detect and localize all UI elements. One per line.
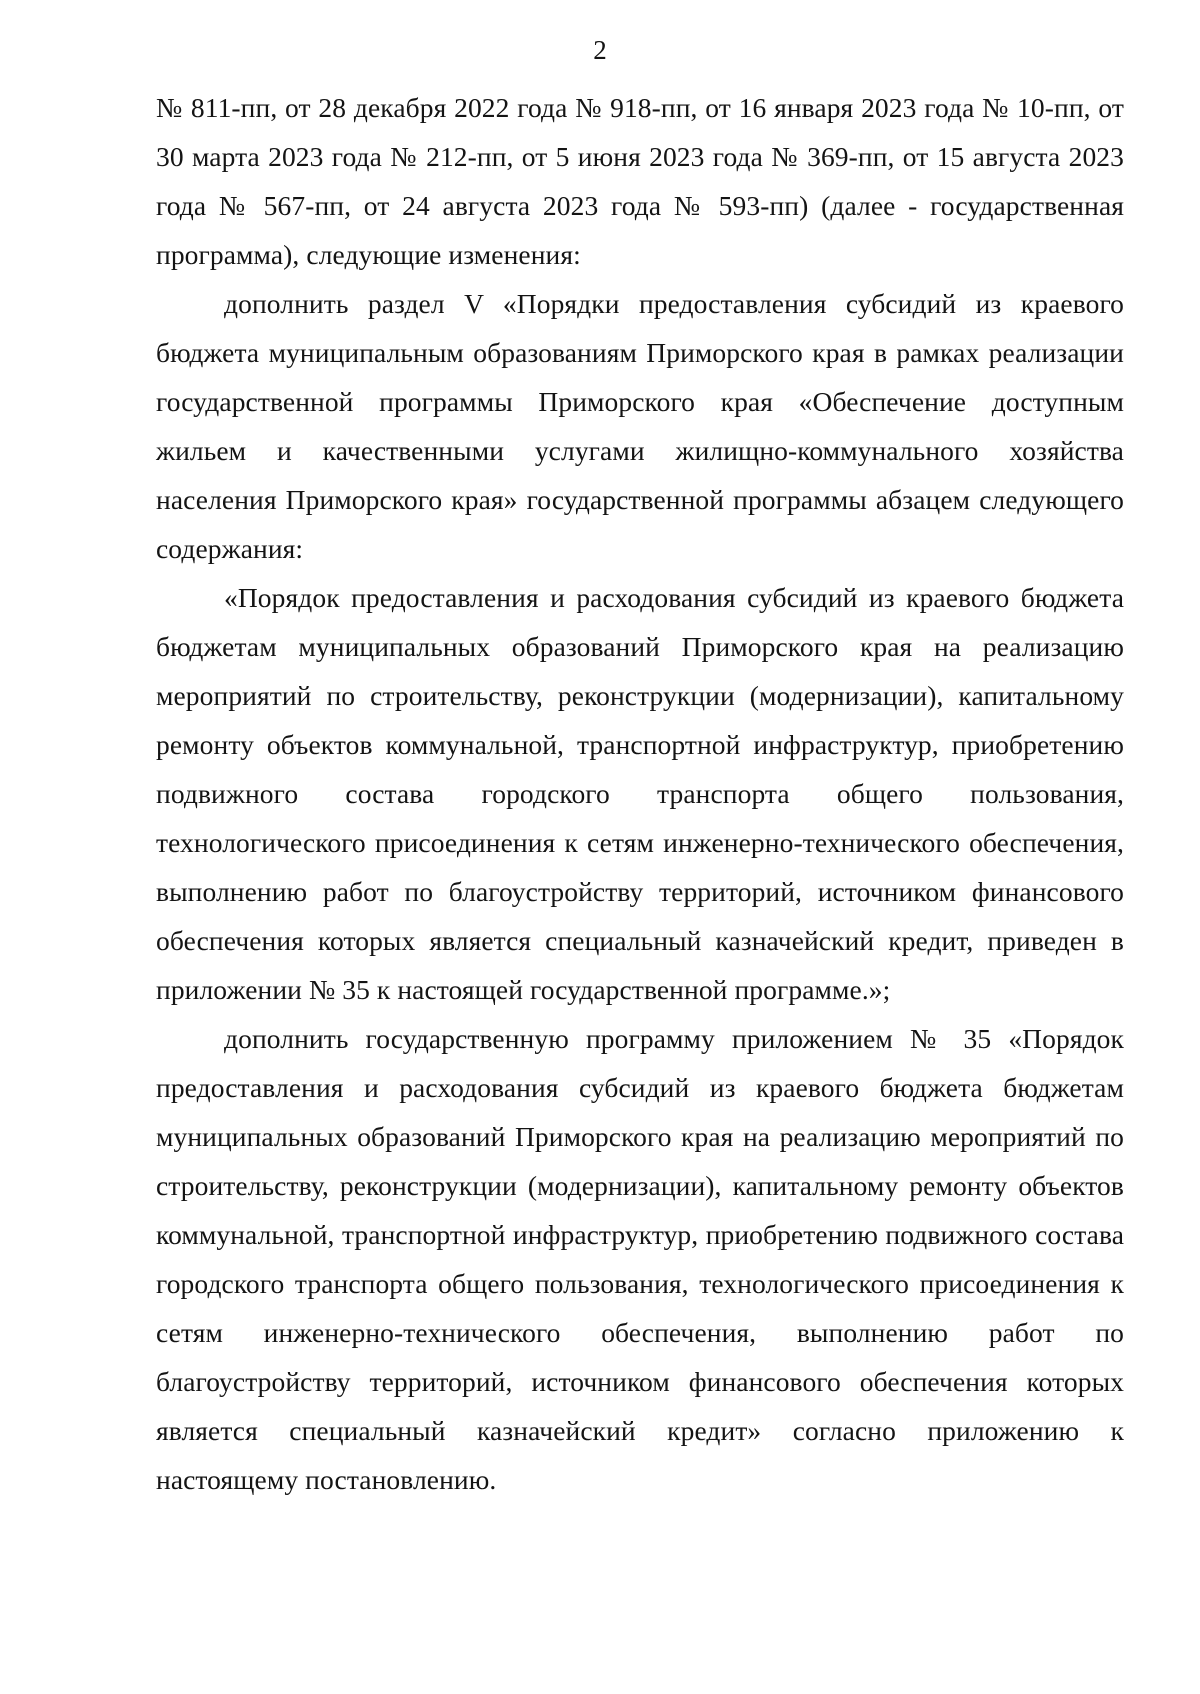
paragraph-procedure-text: «Порядок предоставления и расходования субсидий из краевого бюджета бюджетам муниципальных образований Приморского края на реализацию мероприятий по строительству, реконструкции (модернизации), капитальному ремонту объектов коммунальной, транспортной инфраструктур, приобретению подвижного состава городского транспорта общего пользования, технологического присоединения к сетям инженерно-технического обеспечения, выполнению работ по благоустройству территорий, источником финансового обеспечения которых является специальный казначейский кредит, приведен в приложении № 35 к настоящей государственной программе.»; bbox=[156, 582, 1124, 1005]
document-body bbox=[156, 83, 1124, 1504]
page-number: 2 bbox=[593, 35, 607, 65]
paragraph-annex-35: дополнить государственную программу приложением № 35 «Порядок предоставления и расходования субсидий из краевого бюджета бюджетам муниципальных образований Приморского края на реализацию мероприятий по строительству, реконструкции (модернизации), капитальному ремонту объектов коммунальной, транспортной инфраструктур, приобретению подвижного состава городского транспорта общего пользования, технологического присоединения к сетям инженерно-технического обеспечения, выполнению работ по благоустройству территорий, источником финансового обеспечения которых является специальный казначейский кредит» согласно приложению к настоящему постановлению. bbox=[156, 1023, 1124, 1495]
paragraph-continuation: № 811-пп, от 28 декабря 2022 года № 918-пп, от 16 января 2023 года № 10-пп, от 30 марта 2023 года № 212-пп, от 5 июня 2023 года № 369-пп, от 15 августа 2023 года № 567-пп, от 24 августа 2023 года № 593-пп) (далее - государственная программа), следующие изменения: bbox=[156, 92, 1124, 270]
paragraph-amend-section-v: дополнить раздел V «Порядки предоставления субсидий из краевого бюджета муниципальным образованиям Приморского края в рамках реализации государственной программы Приморского края «Обеспечение доступным жильем и качественными услугами жилищно-коммунального хозяйства населения Приморского края» государственной программы абзацем следующего содержания: bbox=[156, 288, 1124, 564]
